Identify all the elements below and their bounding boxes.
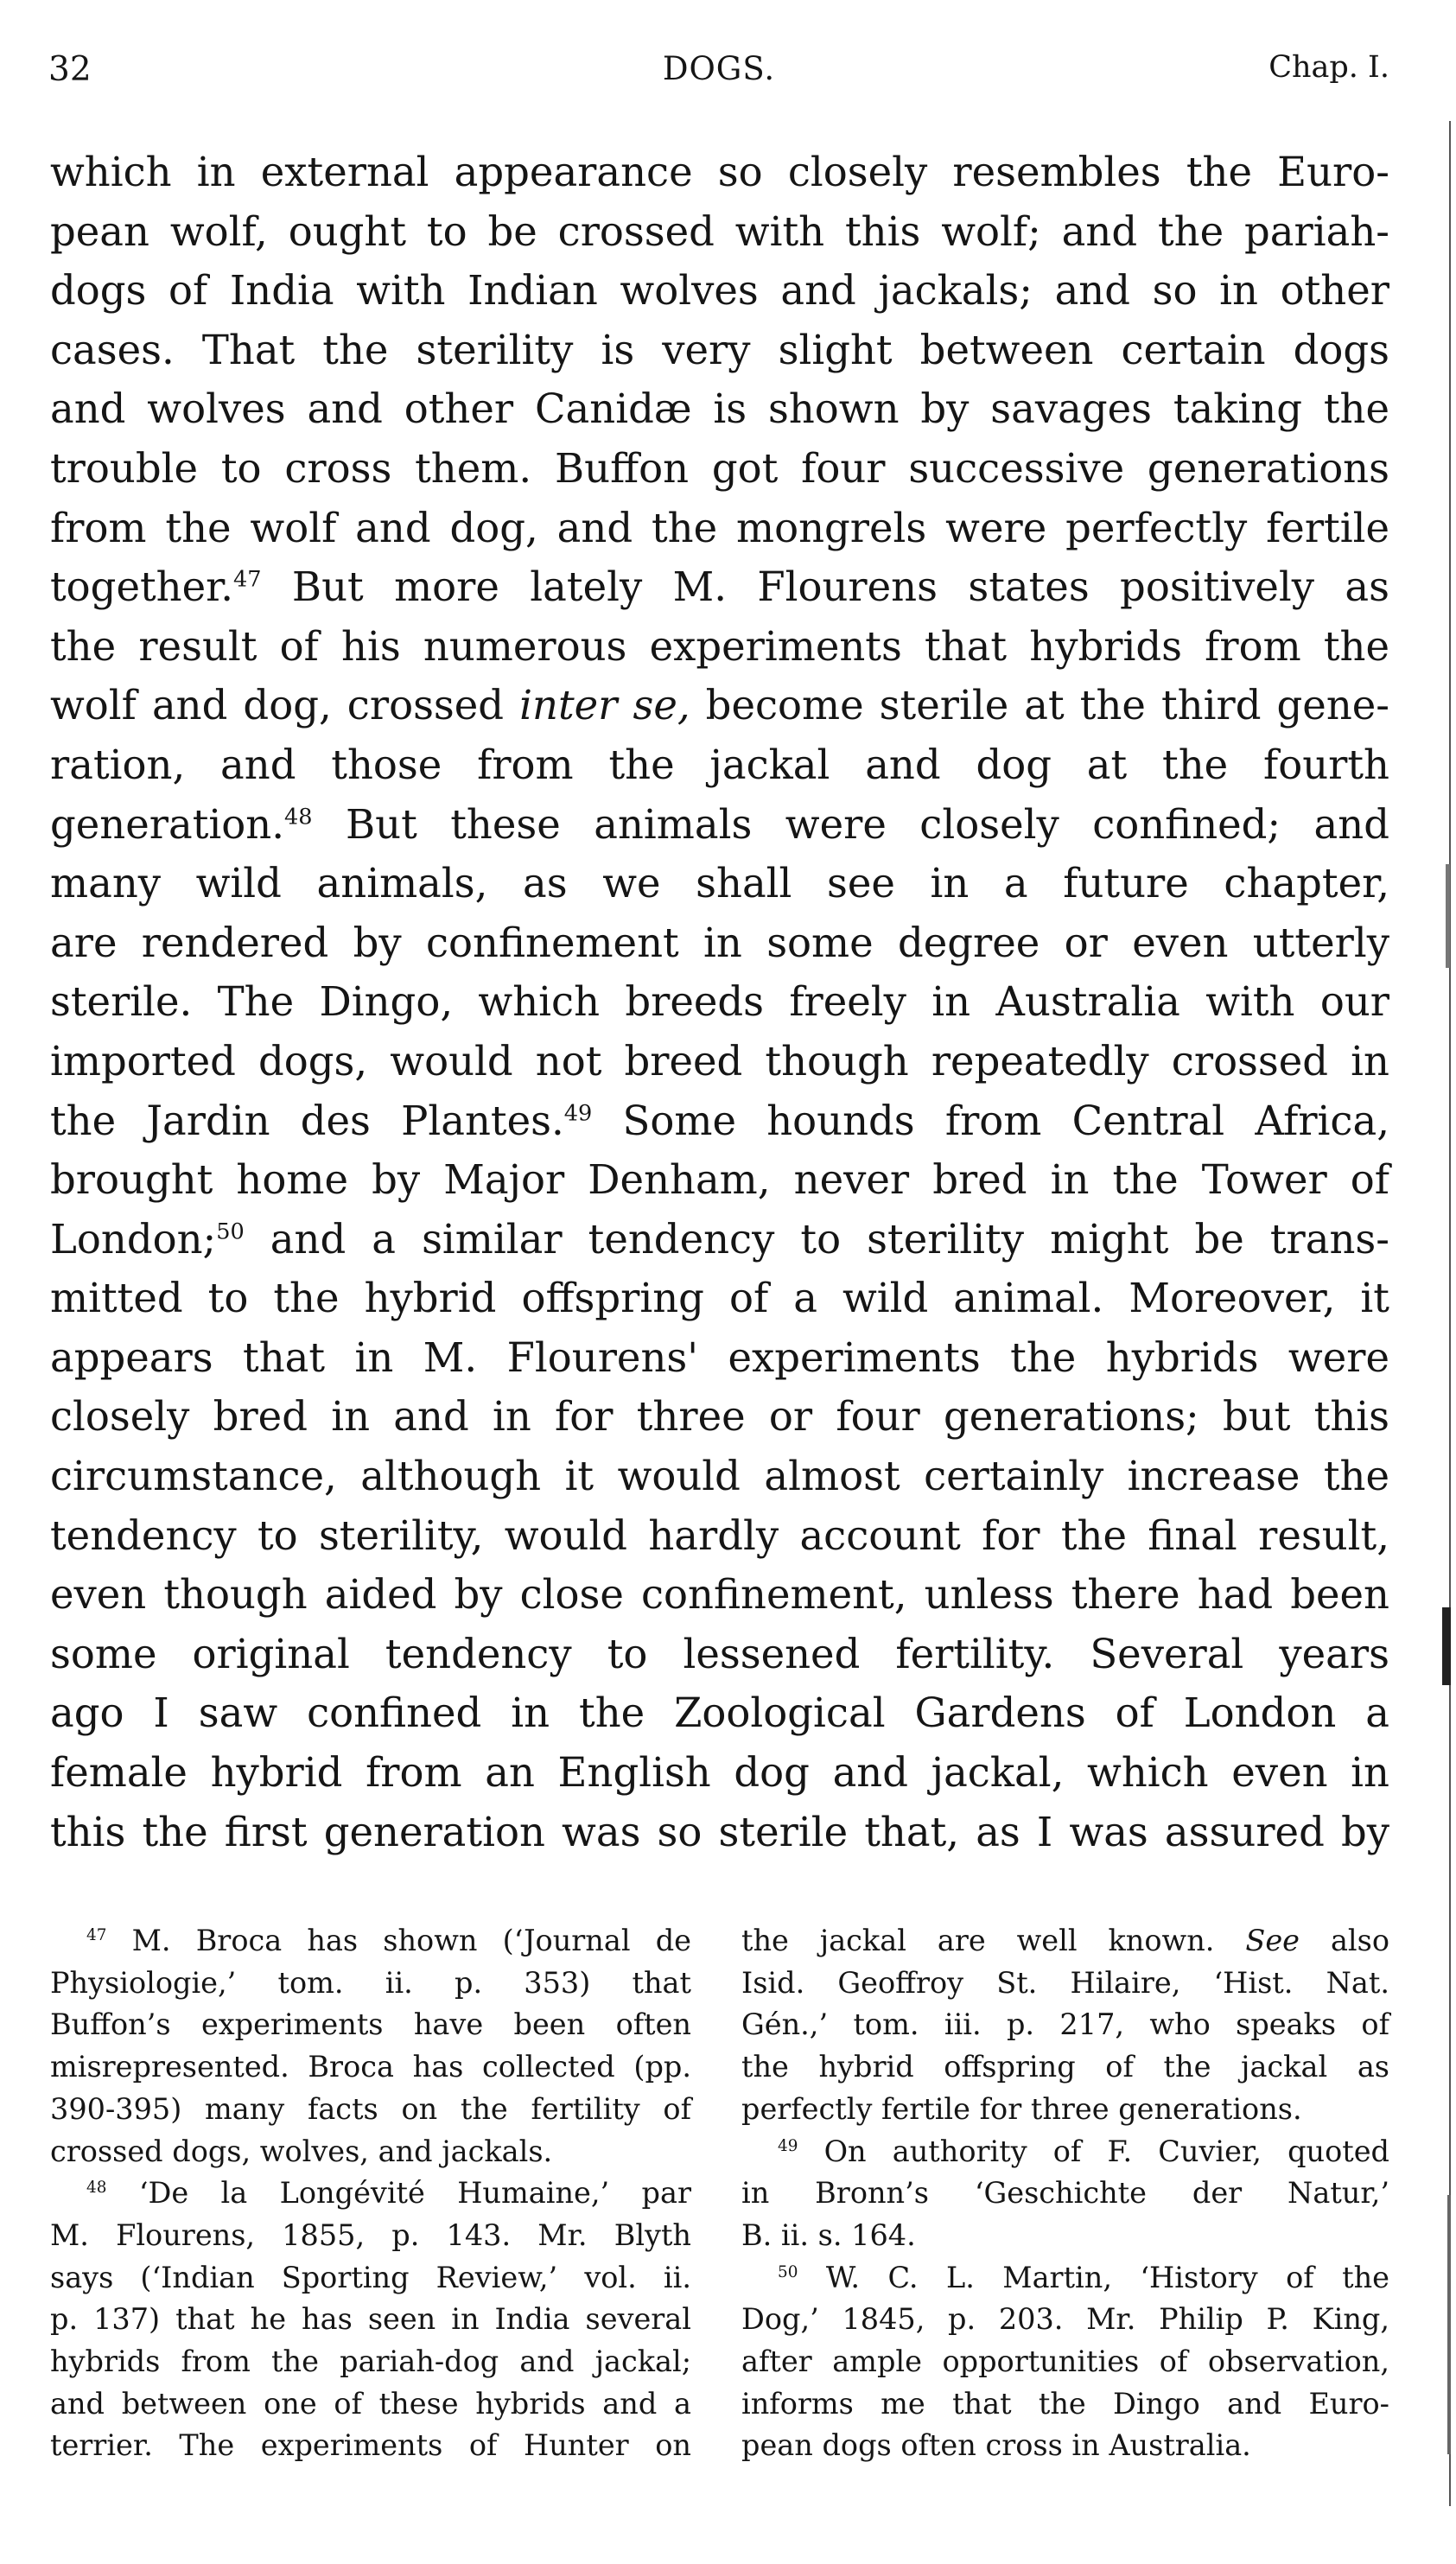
footnote-line: $^{49}$ On authority of F. Cuvier, quoted [778, 2134, 1389, 2168]
footnote-column-right [741, 1920, 1389, 2467]
body-line: tendency to sterility, would hardly account for the final result, [50, 1511, 1389, 1559]
body-line: ago I saw confined in the Zoological Gardens of London a [50, 1689, 1389, 1737]
footnote-reference: 50 [216, 1218, 245, 1245]
footnote-line: p. 137) that he has seen in India several [50, 2302, 691, 2337]
body-line: appears that in M. Flourens' experiments the hybrids were [50, 1333, 1389, 1381]
italic-phrase: See [1245, 1924, 1300, 1957]
body-line: the result of his numerous experiments that hybrids from the [50, 622, 1389, 670]
footnote-line: $^{47}$ M. Broca has shown (‘Journal de [86, 1924, 691, 1957]
body-line: brought home by Major Denham, never bred in the Tower of [50, 1156, 1389, 1204]
footnote-reference: 47 [233, 566, 262, 593]
body-line: London;$^{50}$ and a similar tendency to sterility might be trans- [50, 1215, 1389, 1263]
body-line: trouble to cross them. Buffon got four successive generations [50, 444, 1389, 492]
footnote-line: Physiologie,’ tom. ii. p. 353) that [50, 1965, 691, 2000]
body-line: pean wolf, ought to be crossed with this wolf; and the pariah- [50, 207, 1389, 255]
page-header [48, 50, 1389, 102]
footnote-line: after ample opportunities of observation, [741, 2345, 1389, 2379]
page-edge-shadow [1430, 121, 1456, 2506]
footnote-line: Buffon’s experiments have been often [50, 2007, 691, 2042]
footnote-number: 50 [778, 2262, 798, 2281]
body-line: generation.$^{48}$ But these animals were closely confined; and [50, 800, 1389, 848]
footnote-line: terrier. The experiments of Hunter on [50, 2428, 691, 2463]
body-line: many wild animals, as we shall see in a future chapter, [50, 860, 1389, 907]
body-line: even though aided by close confinement, unless there had been [50, 1571, 1389, 1619]
running-head: DOGS. [662, 50, 776, 87]
body-line: and wolves and other Canidæ is shown by savages taking the [50, 385, 1389, 433]
chapter-label: Chap. I. [1268, 50, 1389, 85]
footnotes [50, 1920, 1389, 2491]
body-line: this the first generation was so sterile that, as I was assured by [50, 1808, 1389, 1855]
body-line: closely bred in and in for three or four generations; but this [50, 1393, 1389, 1441]
footnote-line: Isid. Geoffroy St. Hilaire, ‘Hist. Nat. [741, 1965, 1389, 2000]
footnote-line: informs me that the Dingo and Euro- [741, 2386, 1389, 2421]
footnote-line: the jackal are well known. See also [741, 1924, 1389, 1957]
footnote-column-left [50, 1920, 691, 2467]
body-line: from the wolf and dog, and the mongrels were perfectly fertile [50, 504, 1389, 551]
footnote-line: 390-395) many facts on the fertility of [50, 2091, 691, 2126]
footnote-line: Gén.,’ tom. iii. p. 217, who speaks of [741, 2007, 1389, 2042]
body-line: wolf and dog, crossed inter se, become sterile at the third gene- [50, 682, 1389, 729]
footnote-reference: 48 [284, 804, 313, 830]
footnote-line: hybrids from the pariah-dog and jackal; [50, 2345, 691, 2379]
body-line: are rendered by confinement in some degree or even utterly [50, 919, 1389, 966]
footnote-line: $^{48}$ ‘De la Longévité Humaine,’ par [86, 2176, 691, 2211]
footnote-line: the hybrid offspring of the jackal as [741, 2050, 1389, 2084]
page-number: 32 [48, 50, 92, 89]
footnote-line: pean dogs often cross in Australia. [741, 2428, 1251, 2463]
footnote-number: 49 [778, 2136, 798, 2155]
footnote-line: misrepresented. Broca has collected (pp. [50, 2050, 691, 2084]
body-line: the Jardin des Plantes.$^{49}$ Some hounds from Central Africa, [50, 1097, 1389, 1144]
footnote-line: and between one of these hybrids and a [50, 2386, 691, 2421]
footnote-line: in Bronn’s ‘Geschichte der Natur,’ [741, 2176, 1389, 2211]
footnote-line: $^{50}$ W. C. L. Martin, ‘History of the [778, 2260, 1389, 2294]
body-line: some original tendency to lessened fertility. Several years [50, 1630, 1389, 1677]
footnote-line: M. Flourens, 1855, p. 143. Mr. Blyth [50, 2217, 691, 2252]
footnote-line: perfectly fertile for three generations. [741, 2091, 1302, 2126]
footnote-line: crossed dogs, wolves, and jackals. [50, 2134, 553, 2168]
body-line: female hybrid from an English dog and jackal, which even in [50, 1749, 1389, 1797]
footnote-line: says (‘Indian Sporting Review,’ vol. ii. [50, 2260, 691, 2294]
body-line: ration, and those from the jackal and dog at the fourth [50, 741, 1389, 788]
footnote-line: Dog,’ 1845, p. 203. Mr. Philip P. King, [741, 2302, 1389, 2337]
body-line: cases. That the sterility is very slight between certain dogs [50, 326, 1389, 373]
body-line: together.$^{47}$ But more lately M. Flourens states positively as [50, 563, 1389, 611]
body-line: circumstance, although it would almost certainly increase the [50, 1453, 1389, 1500]
footnote-number: 47 [86, 1925, 107, 1944]
body-line: dogs of India with Indian wolves and jackals; and so in other [50, 267, 1389, 315]
italic-phrase: inter se, [519, 682, 690, 729]
body-line: mitted to the hybrid offspring of a wild animal. Moreover, it [50, 1275, 1389, 1322]
footnote-number: 48 [86, 2179, 107, 2198]
body-line: sterile. The Dingo, which breeds freely in Australia with our [50, 978, 1389, 1026]
main-text [50, 143, 1389, 1861]
footnote-reference: 49 [563, 1100, 593, 1126]
footnote-line: B. ii. s. 164. [741, 2217, 916, 2252]
body-line: which in external appearance so closely resembles the Euro- [50, 149, 1389, 195]
body-line: imported dogs, would not breed though repeatedly crossed in [50, 1037, 1389, 1085]
